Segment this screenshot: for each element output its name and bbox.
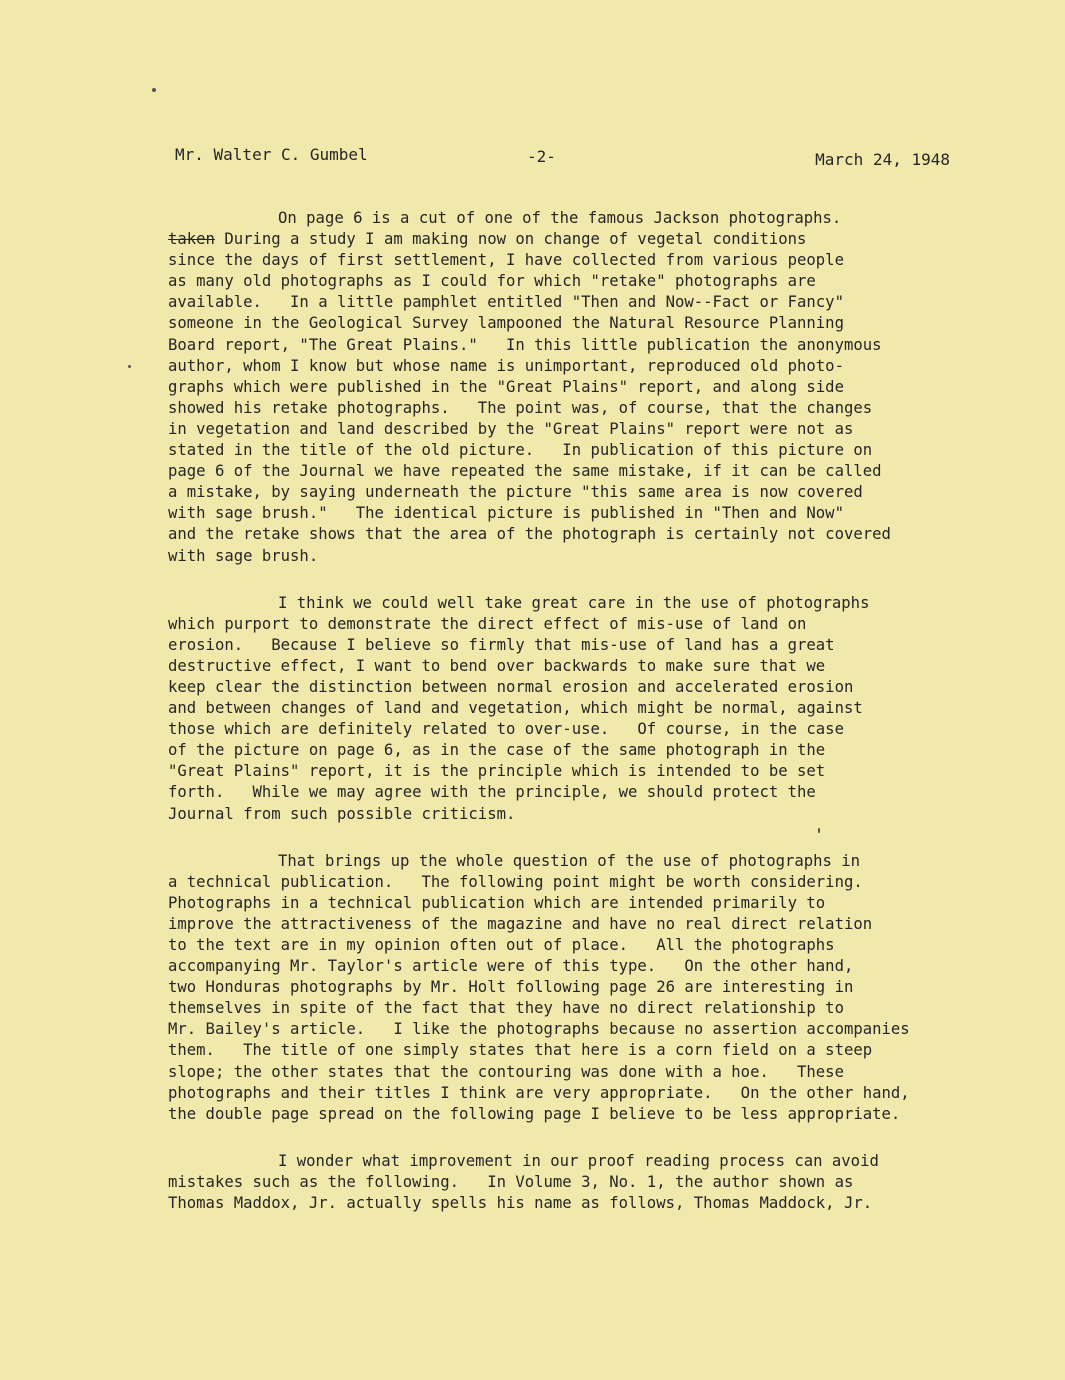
text-line: a mistake, by saying underneath the picture "this same area is now covered — [168, 483, 863, 502]
text-line: author, whom I know but whose name is unimportant, reproduced old photo- — [168, 356, 844, 375]
text-line: graphs which were published in the "Great Plains" report, and along side — [168, 377, 844, 396]
text-line: showed his retake photographs. The point was, of course, that the changes — [168, 398, 873, 417]
paragraph-1 — [168, 208, 986, 567]
text-line: That brings up the whole question of the use of photographs in — [278, 851, 861, 870]
text-line: with sage brush. — [168, 546, 319, 565]
letter-body — [168, 208, 986, 1240]
letter-header — [175, 145, 950, 175]
text-line: as many old photographs as I could for which "retake" photographs are — [168, 272, 816, 291]
text-line: available. In a little pamphlet entitled "Then and Now--Fact or Fancy" — [168, 293, 844, 312]
recipient-name: Mr. Walter C. Gumbel — [175, 145, 368, 164]
paper-speck — [152, 88, 156, 92]
text-line: Journal from such possible criticism. — [168, 804, 516, 823]
text-line: to the text are in my opinion often out of place. All the photographs — [168, 936, 835, 954]
text-line: Mr. Bailey's article. I like the photographs because no assertion accompanies — [168, 1020, 910, 1039]
text-line: slope; the other states that the contouring was done with a hoe. These — [168, 1062, 844, 1081]
text-line: someone in the Geological Survey lampooned the Natural Resource Planning — [168, 314, 844, 333]
page-number: -2- — [527, 147, 556, 166]
text-line: those which are definitely related to over-use. Of course, in the case — [168, 720, 844, 739]
text-line: On page 6 is a cut of one of the famous Jackson photographs. — [278, 209, 842, 227]
text-line: in vegetation and land described by the "Great Plains" report were not as — [168, 419, 854, 438]
text-line: stated in the title of the old picture. In publication of this picture on — [168, 441, 873, 460]
paper-speck — [128, 365, 131, 368]
text-line: and the retake shows that the area of the photograph is certainly not covered — [168, 525, 891, 544]
struck-word: taken — [168, 230, 215, 249]
text-line: with sage brush." The identical picture is published in "Then and Now" — [168, 504, 844, 523]
text-line: destructive effect, I want to bend over backwards to make sure that we — [168, 656, 826, 675]
text-line-with-strike — [168, 229, 986, 250]
text-line: page 6 of the Journal we have repeated the same mistake, if it can be called — [168, 462, 882, 481]
text-line: photographs and their titles I think are very appropriate. On the other hand, — [168, 1083, 910, 1102]
text-line: a technical publication. The following point might be worth considering. — [168, 872, 863, 891]
text-line: I wonder what improvement in our proof reading process can avoid — [278, 1151, 879, 1170]
text-line: accompanying Mr. Taylor's article were of this type. On the other hand, — [168, 957, 854, 976]
text-line: them. The title of one simply states that here is a corn field on a steep — [168, 1041, 873, 1060]
text-line: Thomas Maddox, Jr. actually spells his name as follows, Thomas Maddock, Jr. — [168, 1194, 873, 1213]
text-line: which purport to demonstrate the direct effect of mis-use of land on — [168, 614, 807, 633]
text-line: of the picture on page 6, as in the case of the same photograph in the — [168, 741, 826, 760]
text-line: two Honduras photographs by Mr. Holt following page 26 are interesting in — [168, 978, 854, 997]
letter-date: March 24, 1948 — [815, 150, 950, 169]
text-line: forth. While we may agree with the principle, we should protect the — [168, 783, 816, 802]
text-line: the double page spread on the following page I believe to be less appropriate. — [168, 1104, 901, 1123]
text-line: mistakes such as the following. In Volume 3, No. 1, the author shown as — [168, 1172, 854, 1191]
text-line: themselves in spite of the fact that they have no direct relationship to — [168, 999, 844, 1018]
text-line: Photographs in a technical publication which are intended primarily to — [168, 893, 826, 912]
paragraph-3 — [168, 851, 986, 1125]
paper-speck — [818, 828, 820, 833]
text-line: During a study I am making now on change of vegetal conditions — [224, 230, 807, 249]
text-line: improve the attractiveness of the magazine and have no real direct relation — [168, 914, 873, 933]
text-line: since the days of first settlement, I have collected from various people — [168, 251, 844, 270]
paragraph-4 — [168, 1151, 986, 1214]
text-line: keep clear the distinction between normal erosion and accelerated erosion — [168, 677, 854, 696]
text-line: I think we could well take great care in the use of photographs — [278, 593, 870, 612]
paragraph-2 — [168, 593, 986, 825]
text-line: and between changes of land and vegetation, which might be normal, against — [168, 699, 863, 718]
text-line: erosion. Because I believe so firmly that mis-use of land has a great — [168, 635, 835, 654]
text-line: Board report, "The Great Plains." In this little publication the anonymous — [168, 335, 882, 354]
text-line: "Great Plains" report, it is the principle which is intended to be set — [168, 762, 826, 781]
